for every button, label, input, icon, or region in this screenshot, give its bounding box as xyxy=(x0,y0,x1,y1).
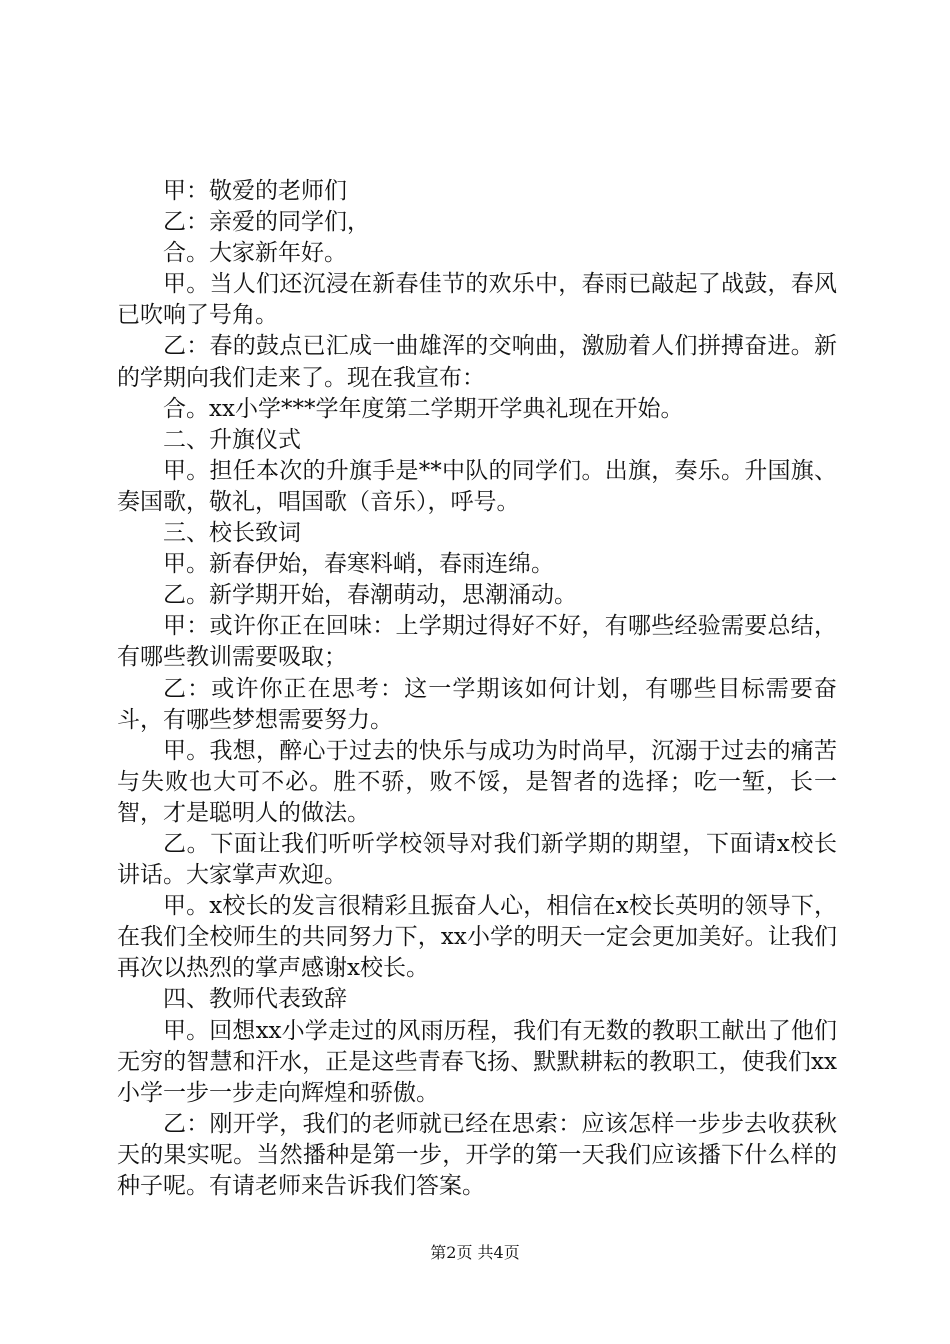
paragraph: 甲。我想，醉心于过去的快乐与成功为时尚早，沉溺于过去的痛苦与失败也大可不必。胜不骄，败不馁，是智者的选择；吃一堑，长一智，才是聪明人的做法。 xyxy=(117,737,837,826)
paragraph: 乙：亲爱的同学们， xyxy=(163,209,370,236)
paragraph: 乙。下面让我们听听学校领导对我们新学期的期望，下面请x校长讲话。大家掌声欢迎。 xyxy=(117,830,837,889)
paragraph: 甲：或许你正在回味：上学期过得好不好，有哪些经验需要总结，有哪些教训需要吸取； xyxy=(117,613,837,671)
paragraph: 乙：刚开学，我们的老师就已经在思索：应该怎样一步步去收获秋天的果实呢。当然播种是第一步，开学的第一天我们应该播下什么样的种子呢。有请老师来告诉我们答案。 xyxy=(117,1110,837,1199)
paragraph: 甲。x校长的发言很精彩且振奋人心，相信在x校长英明的领导下，在我们全校师生的共同努力下，xx小学的明天一定会更加美好。让我们再次以热烈的掌声感谢x校长。 xyxy=(117,893,837,982)
section-heading: 三、校长致词 xyxy=(163,520,301,547)
paragraph: 乙。新学期开始，春潮萌动，思潮涌动。 xyxy=(163,582,577,609)
paragraph: 合。大家新年好。 xyxy=(163,240,347,267)
paragraph: 合。xx小学***学年度第二学期开学典礼现在开始。 xyxy=(163,395,684,422)
section-heading: 四、教师代表致辞 xyxy=(163,986,347,1013)
document-body xyxy=(117,176,837,1202)
paragraph: 甲。新春伊始，春寒料峭，春雨连绵。 xyxy=(163,551,554,578)
paragraph: 甲：敬爱的老师们 xyxy=(163,178,347,204)
page-number: 第2页 共4页 xyxy=(430,1243,520,1262)
paragraph: 乙：或许你正在思考：这一学期该如何计划，有哪些目标需要奋斗，有哪些梦想需要努力。 xyxy=(117,675,837,733)
paragraph: 乙：春的鼓点已汇成一曲雄浑的交响曲，激励着人们拼搏奋进。新的学期向我们走来了。现在我宣布： xyxy=(117,333,837,391)
paragraph: 甲。当人们还沉浸在新春佳节的欢乐中，春雨已敲起了战鼓，春风已吹响了号角。 xyxy=(117,271,837,329)
page-footer xyxy=(0,1243,950,1263)
paragraph: 甲。回想xx小学走过的风雨历程，我们有无数的教职工献出了他们无穷的智慧和汗水，正是这些青春飞扬、默默耕耘的教职工，使我们xx小学一步一步走向辉煌和骄傲。 xyxy=(117,1017,837,1106)
section-heading: 二、升旗仪式 xyxy=(163,426,301,453)
paragraph: 甲。担任本次的升旗手是**中队的同学们。出旗，奏乐。升国旗、奏国歌，敬礼，唱国歌（音乐），呼号。 xyxy=(117,457,837,515)
